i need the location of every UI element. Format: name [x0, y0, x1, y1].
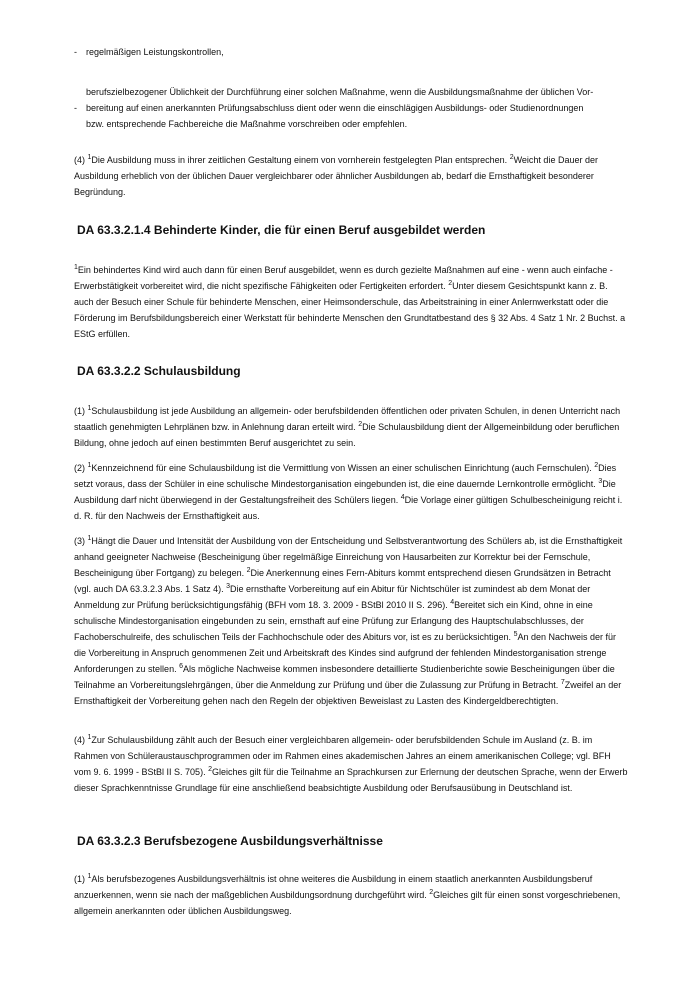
sentence: Schulausbildung ist jede Ausbildung an allgemein- oder berufsbildenden öffentlichen oder privaten Schulen, in denen Unterricht nach staatlich genehmigten Lehrplänen bzw. in Anlehnung daran erteilt wird.	[74, 406, 621, 432]
sentence-number: 3	[226, 583, 231, 590]
paragraph	[74, 152, 628, 200]
sentence-number: 6	[179, 663, 183, 670]
sentence-number: 1	[87, 535, 92, 542]
sentence-number: 1	[74, 264, 78, 271]
sentence: Die Schulausbildung dient der Allgemeinbildung oder beruflichen Bildung, ohne jedoch auf einen bestimmten Beruf ausgerichtet zu sein.	[74, 422, 620, 448]
sentence-number: 4	[450, 599, 455, 606]
sentence-number: 2	[594, 462, 599, 469]
sentence: Kennzeichnend für eine Schulausbildung ist die Vermittlung von Wissen an einer schulischen Einrichtung (auch Fernschulen).	[91, 463, 592, 473]
sentence-number: 3	[598, 478, 603, 485]
paragraph-label: (1)	[74, 874, 85, 884]
sentence: Zur Schulausbildung zählt auch der Besuch einer vergleichbaren allgemein- oder berufsbildenden Schule im Ausland (z. B. im Rahmen von Schüleraustauschprogrammen oder im Rahmen eines akademischen Jahres an einem amerikanischen College; vgl. BFH vom 9. 6. 1999 - BStBl II S. 705).	[74, 735, 611, 777]
sentence: Bereitet sich ein Kind, ohne in eine schulische Mindestorganisation eingebunden zu sein, ernsthaft auf eine Prüfung zur Erlangung des Hauptschulabschlusses, der Fachoberschulreife, des schulischen Teils der Fachhochschule oder des Abiturs vor, ist es zu berücksichtigen.	[74, 600, 593, 642]
paragraph	[74, 403, 628, 451]
sentence-number: 2	[358, 421, 363, 428]
list-item-line: berufszielbezogener Üblichkeit der Durchführung einer solchen Maßnahme, wenn die Ausbildungsmaßnahme der üblichen Vor-	[86, 87, 594, 97]
sentence: Die Anerkennung eines Fern-Abiturs kommt entsprechend diesen Grundsätzen in Betracht (vgl. auch DA 63.3.2.3 Abs. 1 Satz 4).	[74, 568, 611, 594]
sentence: Hängt die Dauer und Intensität der Ausbildung von der Entscheidung und Selbstverantwortung des Schülers ab, ist die Ernsthaftigkeit anhand geeigneter Nachweise (Bescheinigung über regelmäßige Einreichung von Hausarbeiten zur Korrektur bei der Fernschule, Bescheinigung über Fortgang) zu belegen.	[74, 536, 623, 578]
paragraph	[74, 262, 628, 342]
paragraph	[74, 460, 628, 524]
list-dash: -	[74, 103, 77, 113]
sentence: Unter diesem Gesichtspunkt kann z. B. auch der Besuch einer Schule für behinderte Menschen, einer Heimsonderschule, das Arbeitstraining in einer Anlernwerkstatt oder die Förderung im Berufsbildungsbereich einer Werkstatt für behinderte Menschen den Grundtatbestand des § 32 Abs. 4 Satz 1 Nr. 2 Buchst. a EStG erfüllen.	[74, 281, 626, 339]
sentence: Die Vorlage einer gültigen Schulbescheinigung reicht i. d. R. für den Nachweis der Ernsthaftigkeit aus.	[74, 495, 623, 521]
sentence-number: 2	[509, 154, 514, 161]
sentence: Als berufsbezogenes Ausbildungsverhältnis ist ohne weiteres die Ausbildung in einem staatlich anerkannten Ausbildungsberuf anzuerkennen, wenn sie nach der maßgeblichen Ausbildungsordnung durchgeführt wird.	[74, 874, 593, 900]
list-item-line: bzw. entsprechende Fachbereiche die Maßnahme vorschreiben oder empfehlen.	[86, 119, 408, 129]
paragraph-label: (4)	[74, 735, 85, 745]
sentence: Zweifel an der Ernsthaftigkeit der Vorbereitung gehen nach den Regeln der objektiven Beweislast zu Lasten des Kindergeldberechtigten.	[74, 680, 622, 706]
list-item-line: bereitung auf einen anerkannten Prüfungsabschluss dient oder wenn die einschlägigen Ausbildungs- oder Studienordnungen	[86, 103, 584, 113]
paragraph	[74, 871, 628, 919]
sentence-number: 5	[513, 631, 518, 638]
sentence-number: 4	[400, 494, 405, 501]
paragraph-label: (3)	[74, 536, 85, 546]
sentence-number: 1	[87, 405, 92, 412]
list-item	[74, 44, 634, 60]
paragraph-label: (2)	[74, 463, 85, 473]
sentence-number: 2	[246, 567, 251, 574]
list-item-text: regelmäßigen Leistungskontrollen,	[86, 47, 224, 57]
paragraph	[74, 732, 628, 796]
sentence-number: 2	[429, 889, 434, 896]
section-heading: DA 63.3.2.3 Berufsbezogene Ausbildungsverhältnisse	[77, 834, 383, 848]
sentence-number: 2	[208, 766, 212, 773]
section-heading: DA 63.3.2.1.4 Behinderte Kinder, die für einen Beruf ausgebildet werden	[77, 223, 486, 237]
sentence-number: 1	[87, 873, 92, 880]
paragraph-label: (1)	[74, 406, 85, 416]
sentence: Gleiches gilt für die Teilnahme an Sprachkursen zur Erlernung der deutschen Sprache, wenn der Erwerb dieser Sprachkenntnisse Grundlage für eine anschließend beabsichtigte Ausbildung oder Berufsausübung in Deutschland ist.	[74, 767, 628, 793]
paragraph-label: (4)	[74, 155, 85, 165]
section-heading: DA 63.3.2.2 Schulausbildung	[77, 364, 241, 378]
sentence: Die Ausbildung darf nicht überwiegend in der Gestaltungsfreiheit des Schülers liegen.	[74, 479, 616, 505]
list-dash: -	[74, 47, 77, 57]
sentence-number: 1	[87, 154, 92, 161]
sentence: Als mögliche Nachweise kommen insbesondere detaillierte Studienberichte sowie Bescheinigungen über die Teilnahme an Vorbereitungslehrgängen, über die Anmeldung zur Prüfung und über die Zulassung zur Prüfung in Betracht.	[74, 664, 615, 690]
sentence-number: 7	[560, 679, 565, 686]
sentence-number: 2	[448, 280, 453, 287]
sentence: An den Nachweis der für die Vorbereitung in Anspruch genommenen Zeit und Arbeitskraft des Kindes sind aufgrund der fehlenden Mindestorganisation strenge Anforderungen zu stellen.	[74, 632, 617, 674]
sentence: Weicht die Dauer der Ausbildung erheblich von der üblichen Dauer vergleichbarer oder ähnlicher Ausbildungen ab, bedarf die Ernsthaftigkeit besonderer Begründung.	[74, 155, 598, 197]
list-item	[74, 84, 634, 132]
sentence: Die Ausbildung muss in ihrer zeitlichen Gestaltung einem von vornherein festgelegten Plan entsprechen.	[91, 155, 508, 165]
sentence: Ein behindertes Kind wird auch dann für einen Beruf ausgebildet, wenn es durch gezielte Maßnahmen auf eine - wenn auch einfache - Erwerbstätigkeit vorbereitet wird, die nicht spezifische Fähigkeiten oder Fertigkeiten erfordert.	[74, 265, 613, 291]
sentence-number: 1	[87, 462, 92, 469]
sentence: Gleiches gilt für einen sonst vorgeschriebenen, allgemein anerkannten oder üblichen Ausbildungsweg.	[74, 890, 621, 916]
sentence: Dies setzt voraus, dass der Schüler in eine schulische Mindestorganisation eingebunden ist, die eine dauernde Lernkontrolle ermöglicht.	[74, 463, 617, 489]
sentence: Die ernsthafte Vorbereitung auf ein Abitur für Nichtschüler ist zumindest ab dem Monat der Anmeldung zur Prüfung berücksichtigungsfähig (BFH vom 18. 3. 2009 - BStBl 2010 II S. 296).	[74, 584, 591, 610]
paragraph	[74, 533, 628, 709]
sentence-number: 1	[87, 734, 92, 741]
